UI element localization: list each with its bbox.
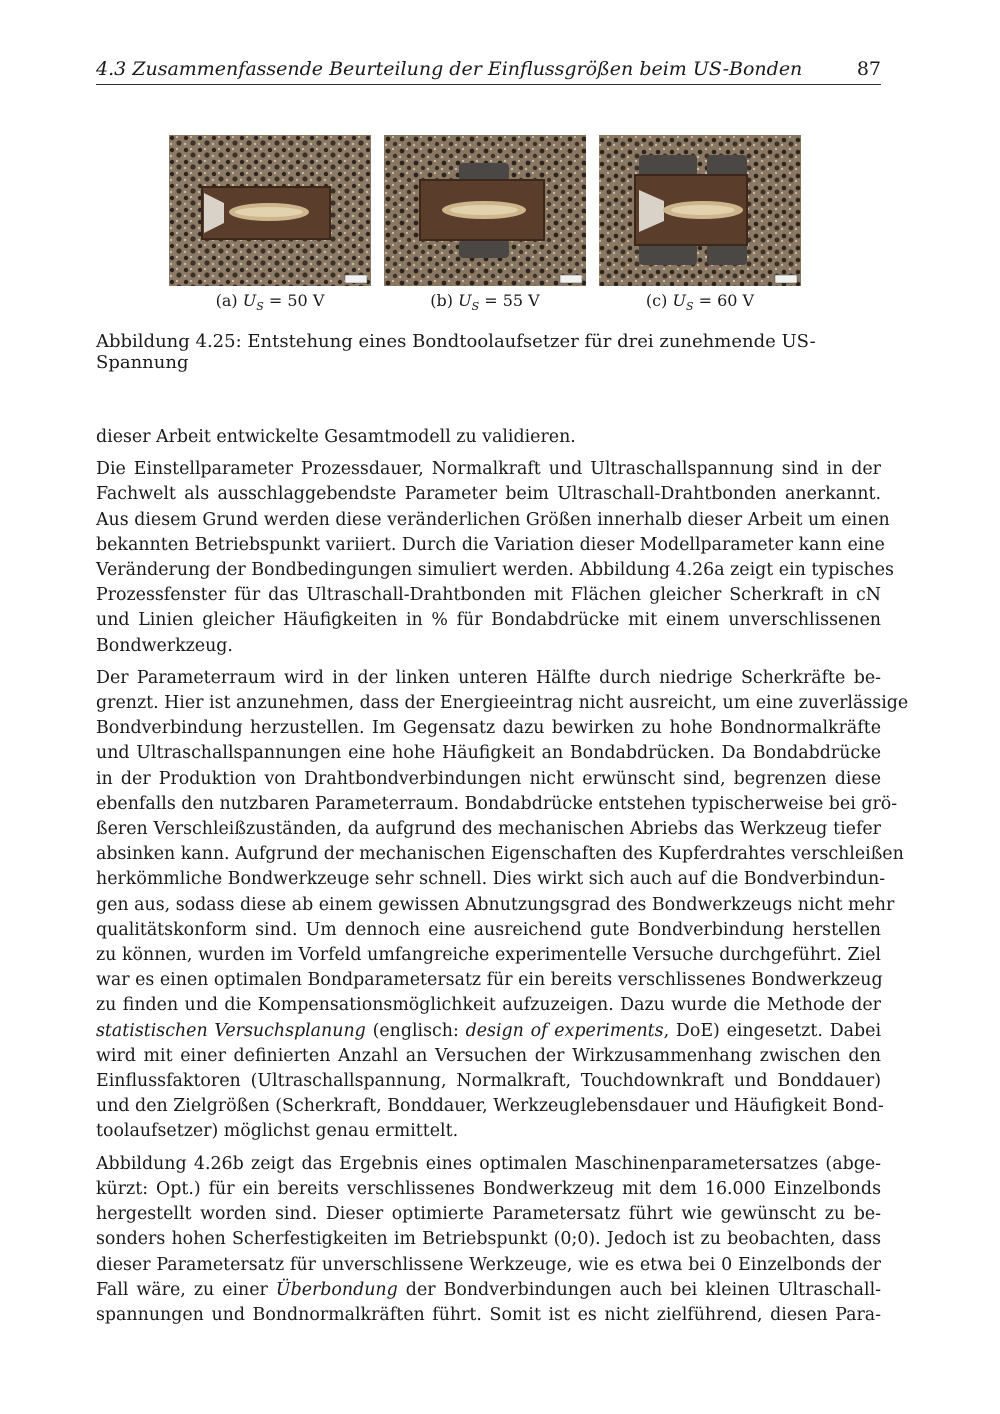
body-text xyxy=(96,425,909,1335)
figure-c xyxy=(599,135,801,313)
micrograph-a xyxy=(169,135,371,286)
subcaption-eq: = 55 V xyxy=(484,291,540,310)
subcaption-label: (c) xyxy=(645,291,668,310)
micrograph-b xyxy=(384,135,586,286)
italic-term: Überbondung xyxy=(275,1279,398,1300)
subcaption-var: U xyxy=(458,291,472,310)
text-line: in der Produktion von Drahtbondverbindungen nicht erwünscht sind, begrenzen diese xyxy=(96,768,881,789)
text-line: und Linien gleicher Häufigkeiten in % für Bondabdrücke mit einem unverschlissenen xyxy=(96,610,881,631)
text-line: hergestellt worden sind. Dieser optimierte Parametersatz führt wie gewünscht zu be- xyxy=(96,1204,881,1225)
subcaption-eq: = 60 V xyxy=(698,291,755,310)
text-line: toolaufsetzer) möglichst genau ermittelt. xyxy=(96,1121,459,1142)
text-line: Einflussfaktoren (Ultraschallspannung, Normalkraft, Touchdownkraft und Bonddauer) xyxy=(96,1071,881,1092)
text-fragment: Fall wäre, zu einer xyxy=(96,1279,276,1300)
text-line: zu können, wurden im Vorfeld umfangreiche experimentelle Versuche durchgeführt. Ziel xyxy=(96,945,881,966)
text-line: gen aus, sodass diese ab einem gewissen Abnutzungsgrad des Bondwerkzeugs nicht mehr xyxy=(96,894,895,915)
figure-a xyxy=(169,135,371,313)
text-line: zu finden und die Kompensationsmöglichkeit aufzuzeigen. Dazu wurde die Methode der xyxy=(96,995,881,1016)
text-fragment: der Bondverbindungen auch bei kleinen Ultraschall- xyxy=(397,1279,882,1300)
text-line: Aus diesem Grund werden diese veränderlichen Größen innerhalb dieser Arbeit um einen xyxy=(96,509,890,530)
subcaption-var: U xyxy=(672,291,686,310)
text-line: Fachwelt als ausschlaggebendste Parameter beim Ultraschall-Drahtbonden anerkannt. xyxy=(96,484,881,505)
paragraph-3 xyxy=(96,666,909,1145)
text-line: kürzt: Opt.) für ein bereits verschlissenes Bondwerkzeug mit dem 16.000 Einzelbonds xyxy=(96,1178,881,1199)
figure-b xyxy=(384,135,586,313)
figure-row xyxy=(0,135,1000,315)
text-fragment: (englisch: xyxy=(365,1020,466,1041)
subcaption-a xyxy=(169,291,371,313)
text-line-uberbondung xyxy=(96,1278,881,1303)
subcaption-c xyxy=(599,291,801,313)
italic-term: design of experiments xyxy=(465,1020,664,1041)
subcaption-label: (a) xyxy=(215,291,238,310)
micrograph-c xyxy=(599,135,801,286)
text-line: und den Zielgrößen (Scherkraft, Bonddauer, Werkzeuglebensdauer und Häufigkeit Bond- xyxy=(96,1096,884,1117)
text-line: Bondverbindung herzustellen. Im Gegensatz dazu bewirken zu hohe Bondnormalkräfte xyxy=(96,718,881,739)
text-fragment: , DoE) eingesetzt. Dabei xyxy=(663,1020,881,1041)
text-line: Veränderung der Bondbedingungen simuliert werden. Abbildung 4.26a zeigt ein typisches xyxy=(96,560,894,581)
text-line: absinken kann. Aufgrund der mechanischen Eigenschaften des Kupferdrahtes verschleißen xyxy=(96,844,904,865)
page-number: 87 xyxy=(856,58,881,80)
figure-caption: Abbildung 4.25: Entstehung eines Bondtoolaufsetzer für drei zunehmende US-Spannung xyxy=(96,331,816,373)
text-line: Abbildung 4.26b zeigt das Ergebnis eines optimalen Maschinenparametersatzes (abge- xyxy=(96,1153,881,1174)
text-line: ebenfalls den nutzbaren Parameterraum. Bondabdrücke entstehen typischerweise bei grö- xyxy=(96,793,898,814)
text-line: dieser Parametersatz für unverschlissene Werkzeuge, wie es etwa bei 0 Einzelbonds der xyxy=(96,1254,881,1275)
text-line: grenzt. Hier ist anzunehmen, dass der Energieeintrag nicht ausreicht, um eine zuverlässige xyxy=(96,693,909,714)
text-line: Bondwerkzeug. xyxy=(96,635,233,656)
text-line: bekannten Betriebspunkt variiert. Durch die Variation dieser Modellparameter kann eine xyxy=(96,534,885,555)
paragraph-4 xyxy=(96,1152,881,1328)
text-line: herkömmliche Bondwerkzeuge sehr schnell. Dies wirkt sich auch auf die Bondverbindun- xyxy=(96,869,886,890)
text-line: Der Parameterraum wird in der linken unteren Hälfte durch niedrige Scherkräfte be- xyxy=(96,667,881,688)
subcaption-sub: S xyxy=(471,300,480,314)
paragraph-1 xyxy=(96,425,881,450)
subcaption-var: U xyxy=(242,291,257,310)
text-line: qualitätskonform sind. Um dennoch eine ausreichend gute Bondverbindung herstellen xyxy=(96,919,881,940)
italic-term: statistischen Versuchsplanung xyxy=(96,1020,366,1041)
text-line: Prozessfenster für das Ultraschall-Drahtbonden mit Flächen gleicher Scherkraft in cN xyxy=(96,585,881,606)
subcaption-eq: = 50 V xyxy=(268,291,325,310)
subcaption-sub: S xyxy=(685,300,694,314)
subcaption-b xyxy=(384,291,586,313)
text-line: war es einen optimalen Bondparametersatz für ein bereits verschlissenes Bondwerkzeug xyxy=(96,970,883,991)
running-header xyxy=(96,58,881,85)
text-line: sonders hohen Scherfestigkeiten im Betriebspunkt (0;0). Jedoch ist zu beobachten, dass xyxy=(96,1229,881,1250)
text-line: Die Einstellparameter Prozessdauer, Normalkraft und Ultraschallspannung sind in der xyxy=(96,459,881,480)
subcaption-sub: S xyxy=(256,300,264,314)
subcaption-label: (b) xyxy=(430,291,453,310)
text-line: wird mit einer definierten Anzahl an Versuchen der Wirkzusammenhang zwischen den xyxy=(96,1045,881,1066)
text-line-doe xyxy=(96,1019,881,1044)
text-line: und Ultraschallspannungen eine hohe Häufigkeit an Bondabdrücken. Da Bondabdrücke xyxy=(96,743,881,764)
header-title: 4.3 Zusammenfassende Beurteilung der Einflussgrößen beim US-Bonden xyxy=(96,58,803,80)
text-line: ßeren Verschleißzuständen, da aufgrund des mechanischen Abriebs das Werkzeug tiefer xyxy=(96,819,881,840)
paragraph-2 xyxy=(96,457,894,659)
text-line: dieser Arbeit entwickelte Gesamtmodell zu validieren. xyxy=(96,427,576,447)
text-line: spannungen und Bondnormalkräften führt. Somit ist es nicht zielführend, diesen Para- xyxy=(96,1304,881,1325)
